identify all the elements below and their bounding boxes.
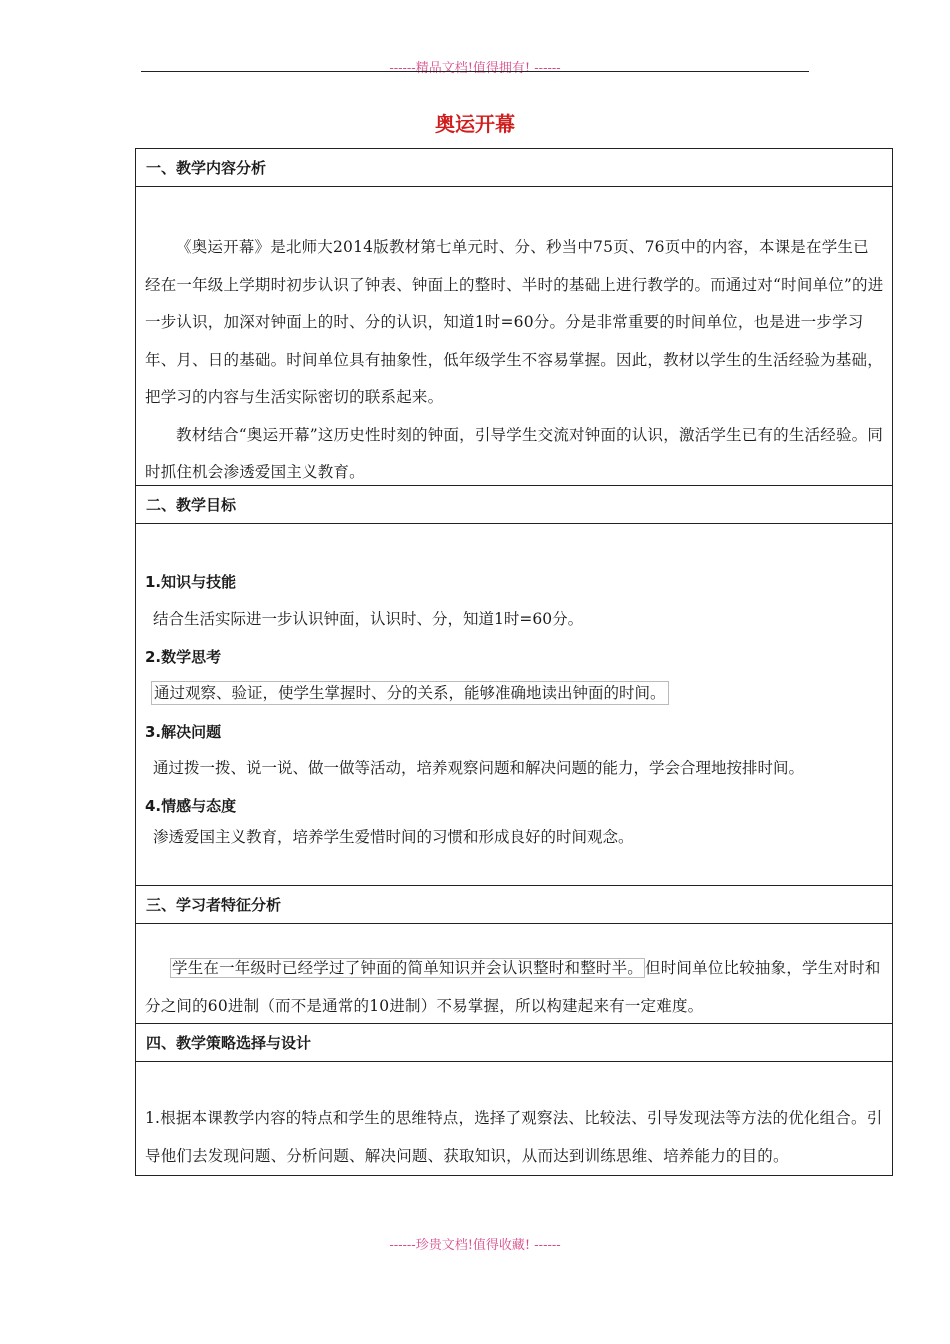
learner-analysis-rest: 但时间单位比较抽象，学生对时和分之间的60进制（而不是通常的10进制）不易掌握，所以构建起来有一定难度。: [145, 959, 881, 1015]
section-body-learner-analysis: [136, 924, 892, 1024]
document-title: 奥运开幕: [435, 112, 515, 136]
goal-text-attitude: 渗透爱国主义教育，培养学生爱惜时间的习惯和形成良好的时间观念。: [153, 828, 634, 846]
goal-text-knowledge: 结合生活实际进一步认识钟面，认识时、分，知道1时=60分。: [153, 610, 584, 628]
page-footer-banner: ------珍贵文档!值得收藏! ------: [389, 1238, 561, 1253]
section-heading-teaching-goals: 二、教学目标: [136, 486, 892, 524]
goal-title-attitude: 4.情感与态度: [145, 797, 237, 815]
learner-analysis-paragraph: [136, 950, 892, 1025]
header-rule: [141, 71, 809, 72]
section-heading-learner-analysis: 三、学习者特征分析: [136, 886, 892, 924]
content-analysis-paragraph-2: 教材结合“奥运开幕”这历史性时刻的钟面，引导学生交流对钟面的认识，激活学生已有的生活经验。同时抓住机会渗透爱国主义教育。: [145, 425, 884, 481]
goal-text-problem-solving: 通过拨一拨、说一说、做一做等活动，培养观察问题和解决问题的能力，学会合理地按排时间。: [153, 759, 805, 777]
section-body-strategy-design: [136, 1062, 892, 1175]
section-heading-strategy-design: 四、教学策略选择与设计: [136, 1024, 892, 1062]
goal-title-knowledge: 1.知识与技能: [145, 573, 237, 591]
learner-analysis-boxed-sentence: 学生在一年级时已经学过了钟面的简单知识并会认识整时和整时半。: [172, 959, 644, 977]
page-header-banner: ------精品文档!值得拥有! ------: [389, 61, 561, 76]
content-analysis-paragraph-1: 《奥运开幕》是北师大2014版教材第七单元时、分、秒当中75页、76页中的内容，本课是在学生已经在一年级上学期时初步认识了钟表、钟面上的整时、半时的基础上进行教学的。而通过对“时间单位”的进一步认识，加深对钟面上的时、分的认识，知道1时=60分。分是非常重要的时间单位，也是进一步学习年、月、日的基础。时间单位具有抽象性，低年级学生不容易掌握。因此，教材以学生的生活经验为基础，把学习的内容与生活实际密切的联系起来。: [145, 238, 884, 406]
lesson-plan-table: [135, 148, 893, 1176]
goal-text-math-thinking: [136, 681, 669, 705]
goal-title-problem-solving: 3.解决问题: [145, 723, 222, 741]
goal-title-math-thinking: 2.数学思考: [145, 648, 222, 666]
section-body-teaching-goals: [136, 524, 892, 886]
section-heading-content-analysis: 一、教学内容分析: [136, 149, 892, 187]
section-body-content-analysis: [136, 187, 892, 486]
goal-text-math-thinking-box: 通过观察、验证，使学生掌握时、分的关系，能够准确地读出钟面的时间。: [151, 681, 669, 705]
strategy-paragraph-1: 1.根据本课教学内容的特点和学生的思维特点，选择了观察法、比较法、引导发现法等方法的优化组合。引导他们去发现问题、分析问题、解决问题、获取知识，从而达到训练思维、培养能力的目的。: [145, 1109, 883, 1165]
